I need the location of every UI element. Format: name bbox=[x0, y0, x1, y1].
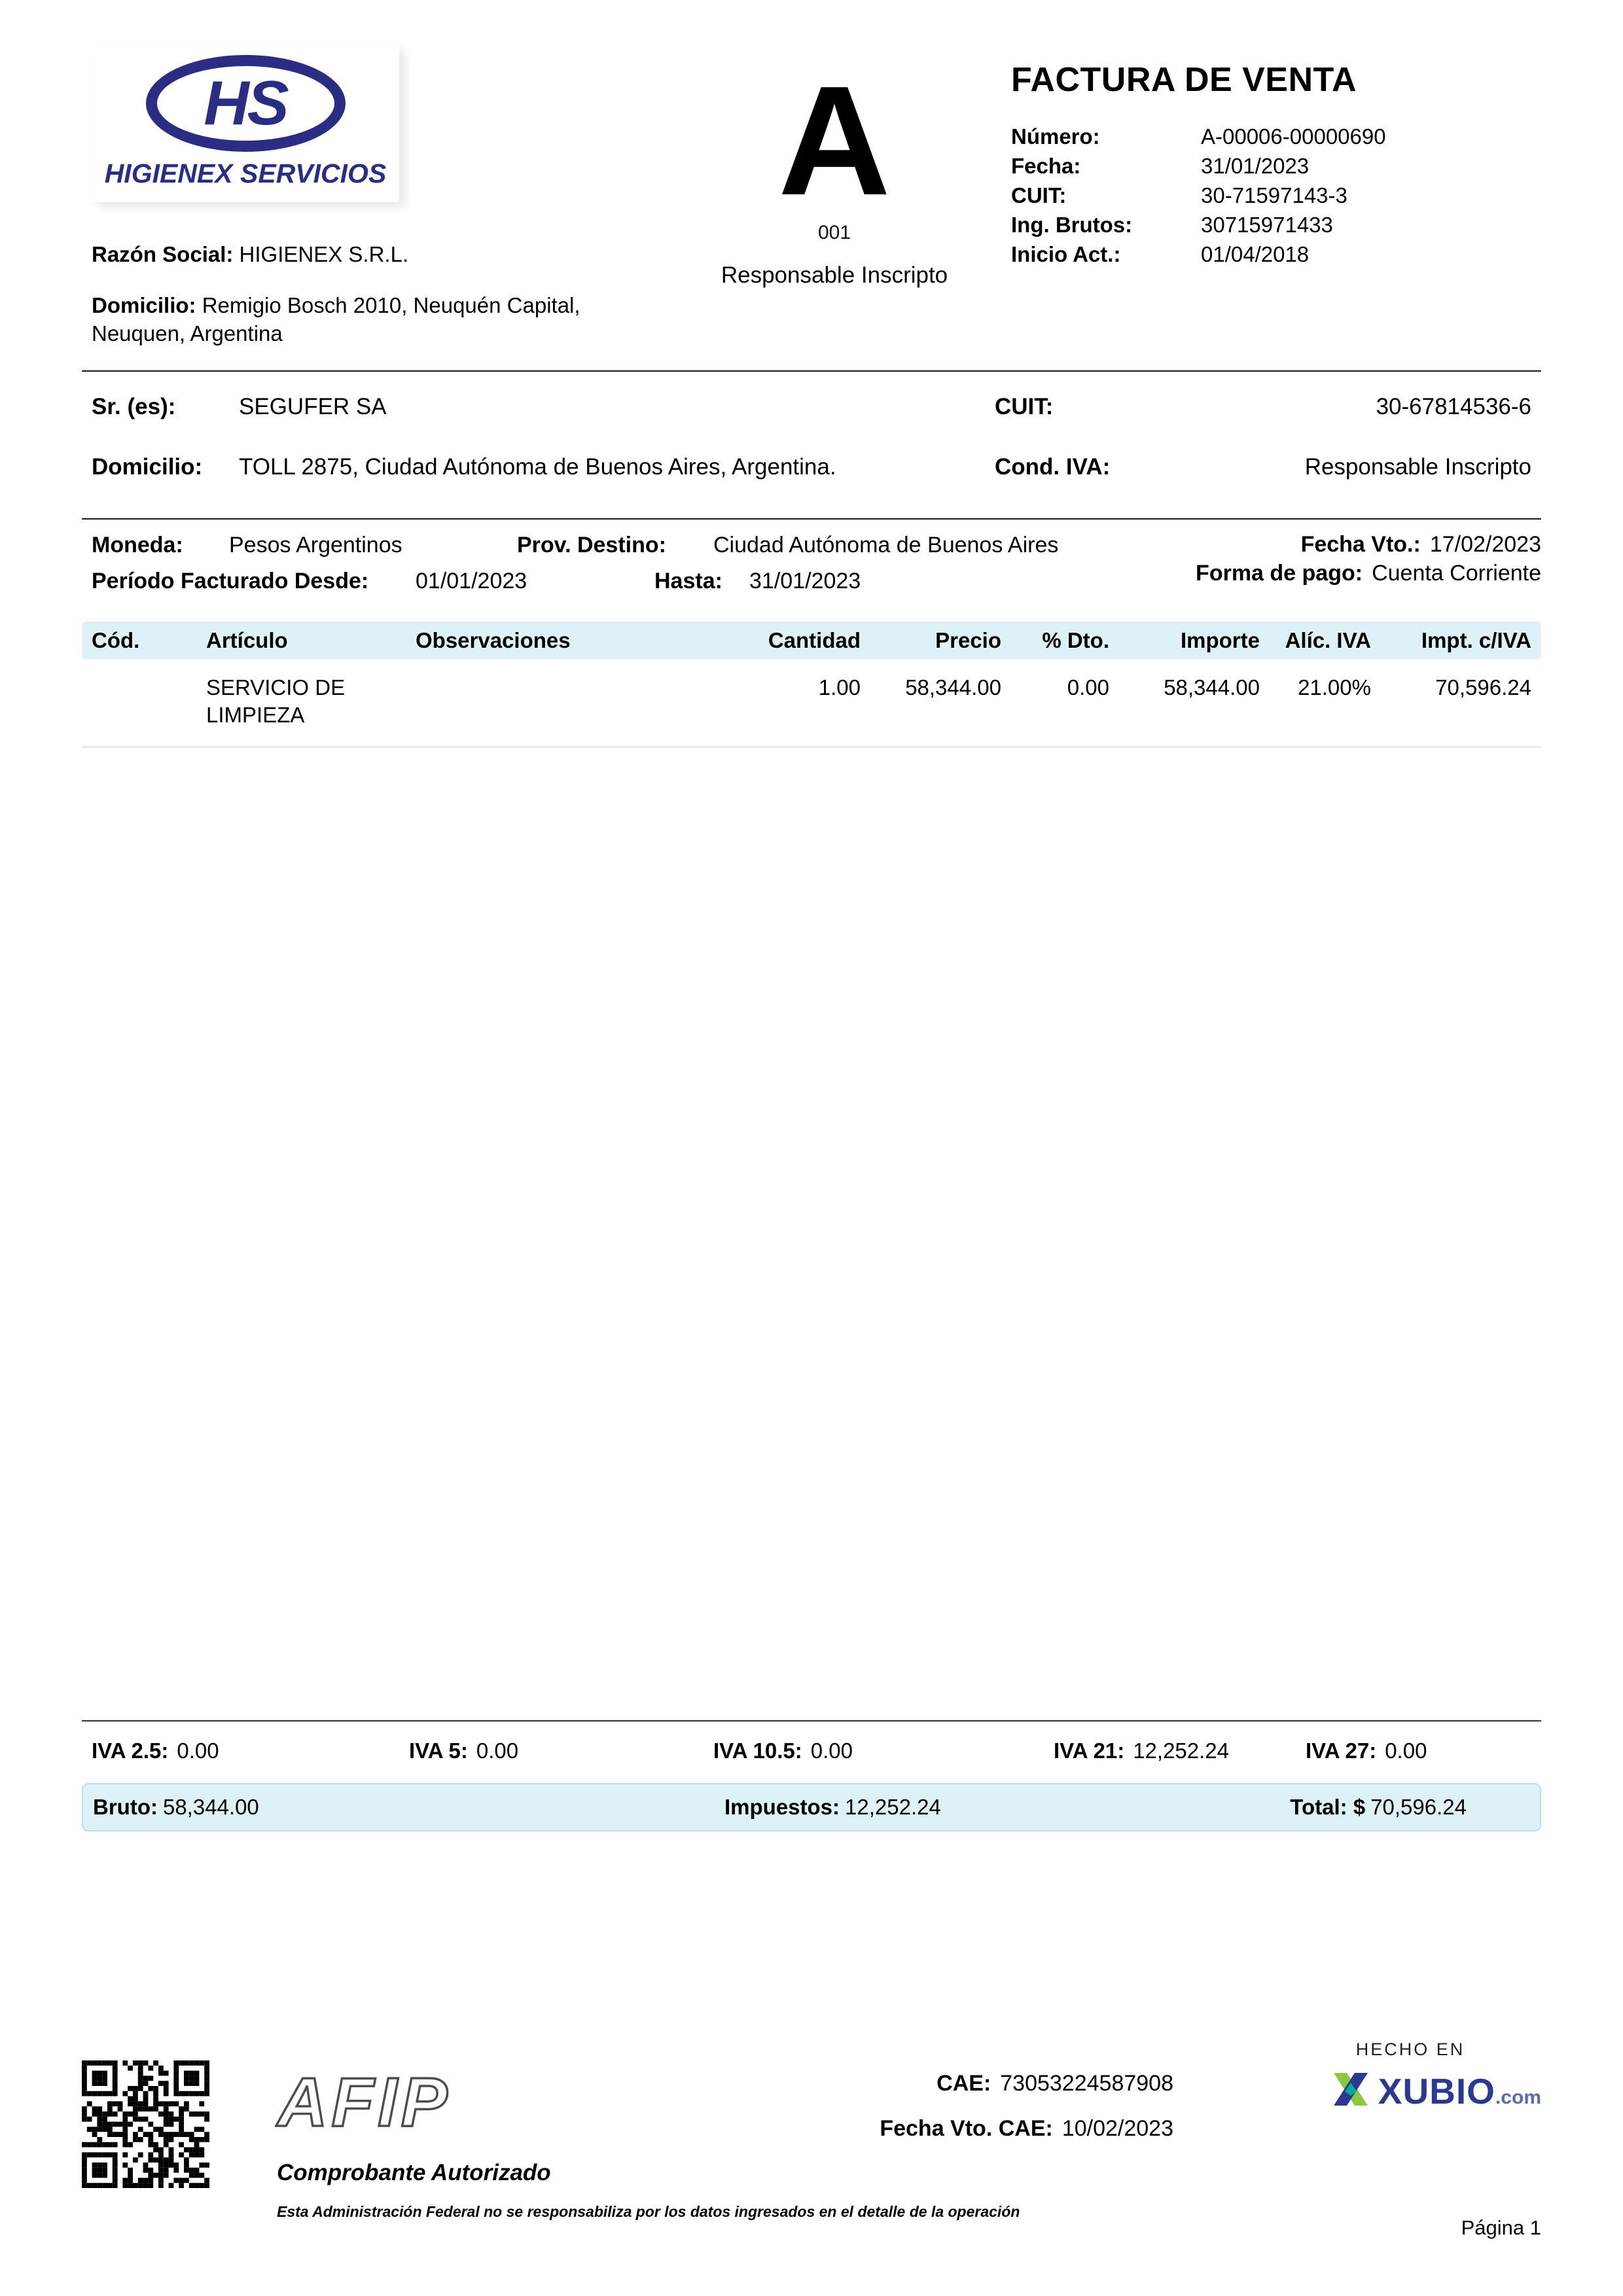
bruto-value: 58,344.00 bbox=[162, 1795, 259, 1819]
client-cond-iva-value: Responsable Inscripto bbox=[1304, 453, 1531, 480]
impuestos-group bbox=[724, 1795, 1290, 1820]
cell-cantidad: 1.00 bbox=[818, 675, 861, 699]
field-numero bbox=[1011, 122, 1541, 151]
iva-27-value: 0.00 bbox=[1385, 1739, 1427, 1763]
razon-social-value: HIGIENEX S.R.L. bbox=[239, 242, 409, 266]
iva-5 bbox=[409, 1739, 713, 1763]
prov-destino-value: Ciudad Autónoma de Buenos Aires bbox=[713, 532, 1059, 557]
cae-value: 73053224587908 bbox=[1000, 2071, 1173, 2096]
invoice-data-column bbox=[1011, 46, 1541, 348]
iva-25 bbox=[92, 1739, 409, 1763]
inicio-act-value: 01/04/2018 bbox=[1201, 242, 1310, 266]
client-domicilio-value: TOLL 2875, Ciudad Autónoma de Buenos Aires, Argentina. bbox=[239, 453, 836, 480]
client-row-2 bbox=[92, 454, 1531, 480]
col-importe: Importe bbox=[1180, 627, 1260, 652]
col-dto: % Dto. bbox=[1042, 627, 1109, 652]
doc-type-code: 001 bbox=[817, 222, 851, 244]
xubio-tld: .com bbox=[1495, 2086, 1541, 2108]
razon-social-label: Razón Social: bbox=[92, 242, 234, 266]
invoice-meta bbox=[82, 520, 1541, 609]
ing-brutos-value: 30715971433 bbox=[1201, 213, 1333, 237]
iva-25-value: 0.00 bbox=[177, 1739, 219, 1763]
seller-column bbox=[82, 46, 658, 348]
field-cuit bbox=[1011, 181, 1541, 210]
col-alic-iva: Alíc. IVA bbox=[1285, 627, 1371, 652]
seller-domicilio-label: Domicilio: bbox=[92, 292, 196, 317]
field-ing-brutos bbox=[1011, 210, 1541, 239]
iva-105 bbox=[713, 1739, 1054, 1763]
iva-105-value: 0.00 bbox=[810, 1739, 853, 1763]
qr-code bbox=[82, 2060, 209, 2188]
higienex-logo bbox=[92, 46, 399, 202]
xubio-block bbox=[1306, 2040, 1541, 2110]
doc-type-letter: A bbox=[778, 54, 891, 228]
hasta-label: Hasta: bbox=[654, 568, 722, 593]
moneda-label: Moneda: bbox=[92, 532, 183, 557]
afip-logo bbox=[275, 2066, 501, 2139]
page-title: FACTURA DE VENTA bbox=[1011, 61, 1357, 99]
ing-brutos-label: Ing. Brutos: bbox=[1011, 213, 1133, 237]
afip-disclaimer: Esta Administración Federal no se responsabiliza por los datos ingresados en el detalle de la operación bbox=[277, 2203, 1020, 2220]
fecha-vto-label: Fecha Vto.: bbox=[1300, 531, 1421, 557]
meta-right-block bbox=[1196, 530, 1541, 588]
blank-area bbox=[82, 748, 1541, 1720]
cell-precio: 58,344.00 bbox=[905, 675, 1001, 699]
logo-monogram: HS bbox=[204, 68, 287, 138]
hasta-value: 31/01/2023 bbox=[749, 568, 861, 593]
numero-value: A-00006-00000690 bbox=[1201, 124, 1386, 149]
cuit-value: 30-71597143-3 bbox=[1201, 183, 1347, 207]
client-cuit-value: 30-67814536-6 bbox=[1376, 393, 1531, 419]
hecho-en-text: HECHO EN bbox=[1355, 2040, 1465, 2059]
client-name: SEGUFER SA bbox=[239, 393, 387, 419]
cell-importe: 58,344.00 bbox=[1164, 675, 1260, 699]
iva-21 bbox=[1054, 1739, 1306, 1763]
col-cantidad: Cantidad bbox=[768, 627, 861, 652]
cae-label: CAE: bbox=[936, 2071, 991, 2096]
iva-25-label: IVA 2.5: bbox=[92, 1739, 169, 1763]
forma-pago-label: Forma de pago: bbox=[1196, 560, 1363, 586]
forma-pago-value: Cuenta Corriente bbox=[1372, 560, 1541, 586]
cell-dto: 0.00 bbox=[1067, 675, 1109, 699]
client-cond-iva-label: Cond. IVA: bbox=[995, 453, 1111, 480]
qr-code-svg bbox=[82, 2060, 209, 2188]
table-row bbox=[82, 660, 1541, 748]
totals-bar bbox=[82, 1783, 1541, 1831]
seller-domicilio-value: Remigio Bosch 2010, Neuquén Capital, Neuquen, Argentina bbox=[92, 292, 580, 346]
comprobante-autorizado: Comprobante Autorizado bbox=[277, 2160, 551, 2185]
iva-27 bbox=[1306, 1739, 1531, 1763]
inicio-act-label: Inicio Act.: bbox=[1011, 242, 1121, 266]
logo-company-name: HIGIENEX SERVICIOS bbox=[104, 158, 387, 188]
logo-oval-icon bbox=[146, 55, 346, 152]
items-table-header bbox=[82, 622, 1541, 660]
cell-alic-iva: 21.00% bbox=[1298, 675, 1371, 699]
forma-pago-line bbox=[1196, 559, 1541, 588]
iva-5-label: IVA 5: bbox=[409, 1739, 468, 1763]
cell-observaciones bbox=[416, 674, 697, 729]
footer bbox=[82, 2040, 1541, 2260]
doc-type-column bbox=[658, 46, 1011, 348]
prov-destino-label: Prov. Destino: bbox=[517, 532, 666, 557]
field-fecha bbox=[1011, 151, 1541, 181]
iva-5-value: 0.00 bbox=[476, 1739, 519, 1763]
fecha-label: Fecha: bbox=[1011, 154, 1081, 178]
bruto-label: Bruto: bbox=[93, 1795, 158, 1819]
client-cuit-label: CUIT: bbox=[995, 393, 1054, 419]
cae-block bbox=[769, 2071, 1173, 2161]
cell-articulo: SERVICIO DE LIMPIEZA bbox=[206, 675, 346, 727]
numero-label: Número: bbox=[1011, 124, 1100, 149]
cae-vto-value: 10/02/2023 bbox=[1061, 2116, 1173, 2141]
bruto-group bbox=[93, 1795, 724, 1820]
cell-cod bbox=[92, 674, 206, 729]
iva-summary-row bbox=[82, 1720, 1541, 1776]
cell-impt-civa: 70,596.24 bbox=[1435, 675, 1531, 699]
invoice-header bbox=[82, 46, 1541, 348]
doc-type-condition: Responsable Inscripto bbox=[721, 262, 948, 289]
cae-line bbox=[769, 2071, 1173, 2096]
total-value: 70,596.24 bbox=[1370, 1795, 1467, 1819]
periodo-desde-value: 01/01/2023 bbox=[416, 568, 527, 593]
fecha-vto-line bbox=[1196, 530, 1541, 559]
moneda-value: Pesos Argentinos bbox=[229, 532, 402, 557]
impuestos-value: 12,252.24 bbox=[845, 1795, 941, 1819]
cae-vto-label: Fecha Vto. CAE: bbox=[880, 2116, 1053, 2141]
iva-21-label: IVA 21: bbox=[1054, 1739, 1125, 1763]
client-domicilio-label: Domicilio: bbox=[92, 453, 203, 480]
col-articulo: Artículo bbox=[206, 627, 288, 652]
periodo-label: Período Facturado Desde: bbox=[92, 568, 369, 593]
fecha-vto-value: 17/02/2023 bbox=[1429, 531, 1541, 557]
col-impt-civa: Impt. c/IVA bbox=[1421, 627, 1531, 652]
col-cod: Cód. bbox=[92, 627, 140, 652]
page-number: Página 1 bbox=[1461, 2216, 1541, 2239]
xubio-wordmark: XUBIO bbox=[1378, 2071, 1495, 2111]
iva-105-label: IVA 10.5: bbox=[713, 1739, 802, 1763]
col-precio: Precio bbox=[935, 627, 1001, 652]
iva-21-value: 12,252.24 bbox=[1133, 1739, 1230, 1763]
seller-razon-social bbox=[92, 240, 618, 269]
seller-domicilio bbox=[92, 291, 618, 348]
cuit-label: CUIT: bbox=[1011, 183, 1067, 207]
impuestos-label: Impuestos: bbox=[724, 1795, 840, 1819]
seller-info bbox=[82, 240, 618, 348]
cae-vto-line bbox=[769, 2116, 1173, 2142]
field-inicio-act bbox=[1011, 239, 1541, 269]
total-label: Total: $ bbox=[1290, 1795, 1366, 1819]
iva-27-label: IVA 27: bbox=[1306, 1739, 1377, 1763]
xubio-x-icon bbox=[1330, 2069, 1372, 2110]
fecha-value: 31/01/2023 bbox=[1201, 154, 1310, 178]
afip-logo-text: AFIP bbox=[277, 2066, 452, 2139]
xubio-logo bbox=[1306, 2069, 1541, 2110]
client-row-1 bbox=[92, 394, 1531, 420]
total-group bbox=[1290, 1795, 1467, 1820]
client-sr-label: Sr. (es): bbox=[92, 393, 176, 419]
col-observaciones: Observaciones bbox=[416, 627, 571, 652]
client-section bbox=[82, 372, 1541, 518]
